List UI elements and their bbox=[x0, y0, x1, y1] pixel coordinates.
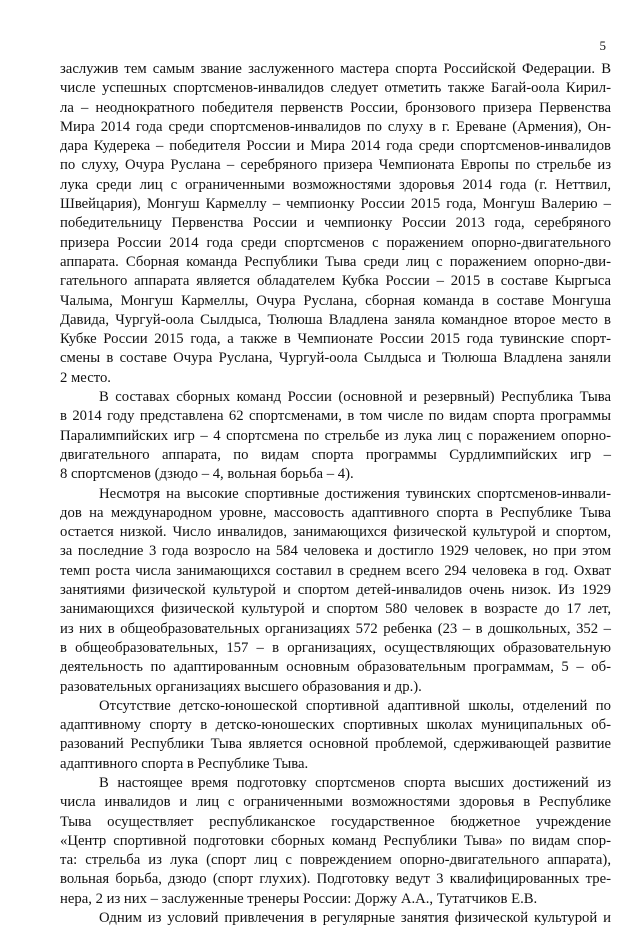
text-line: числа инвалидов и лиц с ограниченными возможностями здоровья в Республике bbox=[60, 794, 611, 811]
text-line: разовательных организациях высшего образования и др.). bbox=[60, 678, 422, 695]
paragraph bbox=[60, 697, 611, 774]
page-number: 5 bbox=[599, 38, 606, 53]
text-line: 2 место. bbox=[60, 369, 111, 386]
text-line: Несмотря на высокие спортивные достижения тувинских спортсменов-инвали- bbox=[99, 485, 611, 502]
paragraph bbox=[60, 388, 611, 484]
text-line: В настоящее время подготовку спортсменов спорта высших достижений из bbox=[99, 774, 611, 791]
text-line: адаптивному спорту в детско-юношеских спортивных школах муниципальных об- bbox=[60, 717, 611, 734]
text-line: Чалыма, Монгуш Кармеллы, Очура Руслана, сборная команда в составе Монгуша bbox=[60, 292, 611, 309]
paragraph bbox=[60, 485, 611, 697]
text-line: темп роста числа занимающихся составил в среднем всего 294 человека в год. Охват bbox=[60, 562, 611, 579]
text-line: в 2014 году представлена 62 спортсменами, в том числе по видам спорта программы bbox=[60, 408, 611, 425]
paragraph bbox=[60, 774, 611, 909]
text-line: Отсутствие детско-юношеской спортивной адаптивной школы, отделений по bbox=[99, 697, 611, 714]
text-line: В составах сборных команд России (основной и резервный) Республика Тыва bbox=[99, 389, 611, 406]
text-line: Тыва осуществляет республиканское государственное бюджетное учреждение bbox=[60, 813, 611, 830]
text-line: числе успешных спортсменов-инвалидов следует отметить также Багай-оола Кирил- bbox=[60, 80, 611, 97]
text-line: 8 спортсменов (дзюдо – 4, вольная борьба – 4). bbox=[60, 466, 354, 483]
text-line: из них в общеобразовательных организациях 572 ребенка (23 – в дошкольных, 352 – bbox=[60, 620, 611, 637]
text-line: деятельность по адаптированным основным образовательным программам, 5 – об- bbox=[60, 659, 611, 676]
text-line: двигательного аппарата, по видам спорта программы Сурдлимпийских игр – bbox=[60, 446, 611, 463]
text-line: «Центр спортивной подготовки сборных команд Республики Тыва» по видам спор- bbox=[60, 832, 611, 849]
text-line: занятиями физической культурой и спортом детей-инвалидов очень низок. Из 1929 bbox=[60, 582, 611, 599]
text-line: Паралимпийских игр – 4 спортсмена по стрельбе из лука лиц с поражением опорно- bbox=[60, 427, 611, 444]
text-line: в общеобразовательных, 157 – в организациях, осуществляющих образовательную bbox=[60, 639, 611, 656]
document-body bbox=[60, 60, 611, 928]
paragraph bbox=[60, 909, 611, 928]
text-line: Кубке России 2015 года, а также в Чемпионате России 2015 года тувинские спорт- bbox=[60, 331, 611, 348]
text-line: призера России 2014 года среди спортсменов с поражением опорно-двигательного bbox=[60, 234, 611, 251]
text-line: смены в составе Очура Руслана, Чургуй-оола Сылдыса и Тюлюша Владлена заняли bbox=[60, 350, 611, 367]
text-line: та: стрельба из лука (спорт лиц с повреждением опорно-двигательного аппарата), bbox=[60, 852, 611, 869]
text-line: вольная борьба, дзюдо (спорт глухих). Подготовку ведут 3 квалифицированных тре- bbox=[60, 871, 611, 888]
paragraph bbox=[60, 60, 611, 388]
text-line: ла – неоднократного победителя первенств России, бронзового призера Первенства bbox=[60, 99, 611, 116]
text-line: заслужив тем самым звание заслуженного мастера спорта Российской Федерации. В bbox=[60, 61, 611, 77]
text-line: дов на международном уровне, массовость адаптивного спорта в Республике Тыва bbox=[60, 504, 611, 521]
text-line: гательного аппарата является обладателем Кубка России – 2015 в составе Кыргыса bbox=[60, 273, 611, 290]
text-line: разований Республики Тыва является основной проблемой, сдерживающей развитие bbox=[60, 736, 611, 753]
text-line: занимающихся физической культурой и спортом 580 человек в возрасте до 17 лет, bbox=[60, 601, 611, 618]
text-line: Швейцария), Монгуш Кармеллу – чемпионку России 2015 года, Монгуш Валерию – bbox=[60, 196, 611, 213]
text-line: аппарата. Сборная команда Республики Тыва среди лиц с поражением опорно-дви- bbox=[60, 253, 611, 270]
text-line: остается низкой. Число инвалидов, занимающихся физической культурой и спортом, bbox=[60, 524, 611, 541]
text-line: нера, 2 из них – заслуженные тренеры России: Доржу А.А., Тутатчиков Е.В. bbox=[60, 890, 538, 907]
text-line: за последние 3 года возросло на 584 человека и достигло 1929 человек, но при этом bbox=[60, 543, 611, 560]
text-line: Давида, Чургуй-оола Сылдыса, Тюлюша Владлена заняла командное второе место в bbox=[60, 311, 611, 328]
text-line: дара Кудерека – победителя России и Мира 2014 года среди спортсменов-инвалидов bbox=[60, 138, 611, 155]
text-line: адаптивного спорта в Республике Тыва. bbox=[60, 755, 309, 772]
text-line: победительницу Первенства России и чемпионку России 2013 года, серебряного bbox=[60, 215, 611, 232]
text-line: Одним из условий привлечения в регулярные занятия физической культурой и bbox=[99, 910, 611, 927]
text-line: по слуху, Очура Руслана – серебряного призера Чемпионата Европы по стрельбе из bbox=[60, 157, 611, 174]
text-line: лука среди лиц с ограниченными возможностями здоровья 2014 года (г. Неттвил, bbox=[60, 176, 611, 193]
text-line: Мира 2014 года среди спортсменов-инвалидов по слуху в г. Ереване (Армения), Он- bbox=[60, 118, 611, 135]
